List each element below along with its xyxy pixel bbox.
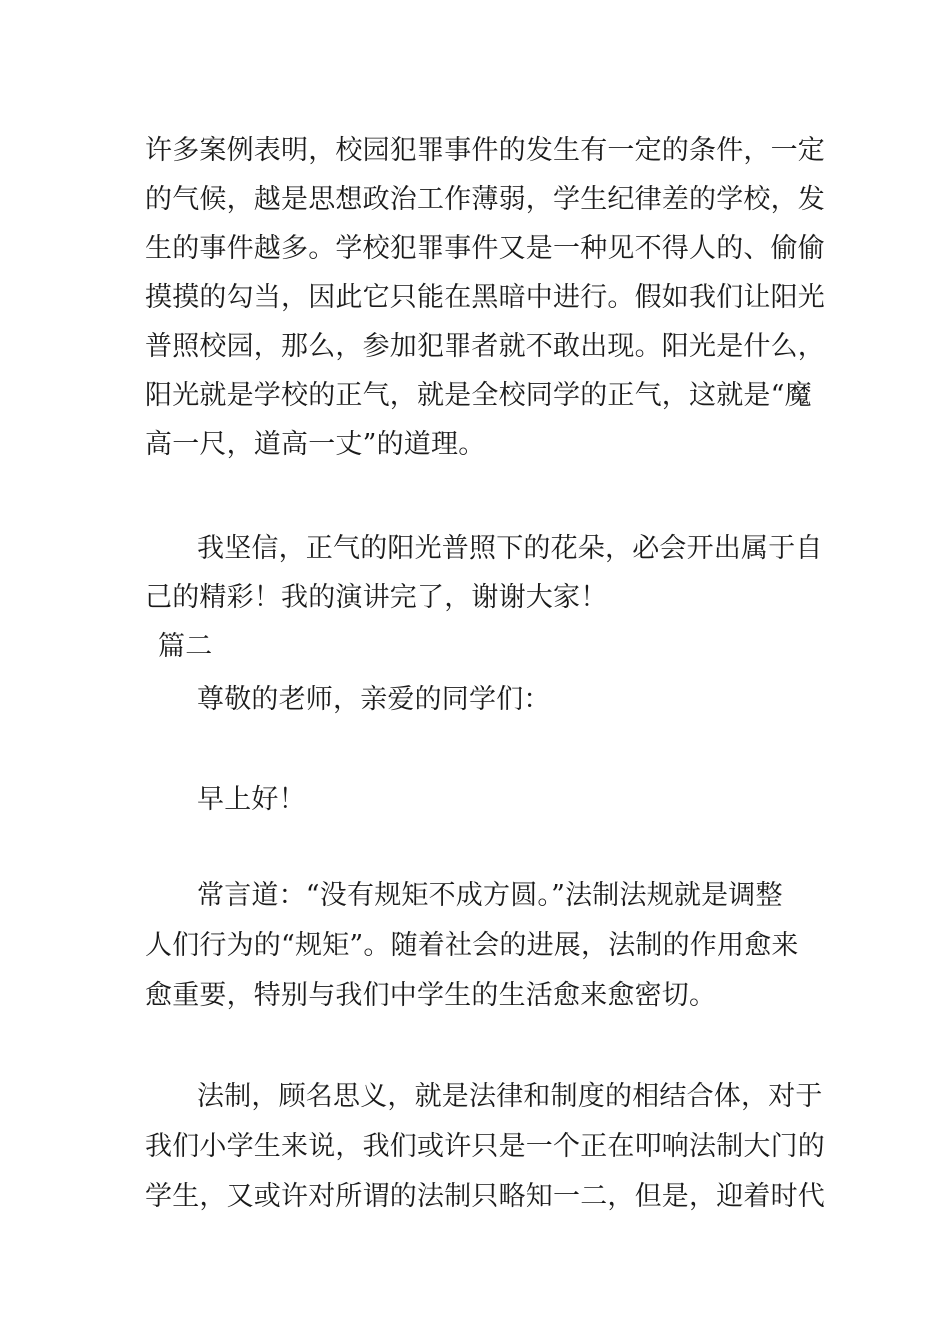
paragraph-2-line-1: 我坚信，正气的阳光普照下的花朵，必会开出属于自 [197,533,823,564]
paragraph-3-line-1: 常言道：“没有规矩不成方圆。”法制法规就是调整 [197,880,783,911]
paragraph-3-line-3: 愈重要，特别与我们中学生的生活愈来愈密切。 [145,980,717,1011]
paragraph-1-line-7: 高一尺，道高一丈”的道理。 [145,429,486,460]
paragraph-2-line-2: 己的精彩！我的演讲完了，谢谢大家！ [145,582,608,613]
paragraph-4-line-3: 学生，又或许对所谓的法制只略知一二，但是，迎着时代 [145,1181,825,1212]
paragraph-1-line-1: 许多案例表明，校园犯罪事件的发生有一定的条件，一定 [145,135,825,166]
morning-greeting: 早上好！ [197,784,306,815]
greeting: 尊敬的老师，亲爱的同学们： [197,684,551,715]
section-heading: 篇二 [158,631,213,662]
paragraph-1-line-5: 普照校园，那么，参加犯罪者就不敢出现。阳光是什么， [145,331,825,362]
paragraph-4-line-2: 我们小学生来说，我们或许只是一个正在叩响法制大门的 [145,1131,825,1162]
paragraph-1-line-3: 生的事件越多。学校犯罪事件又是一种见不得人的、偷偷 [145,233,825,264]
paragraph-3-line-2: 人们行为的“规矩”。随着社会的进展，法制的作用愈来 [145,930,799,961]
paragraph-1-line-2: 的气候，越是思想政治工作薄弱，学生纪律差的学校，发 [145,184,825,215]
paragraph-1-line-6: 阳光就是学校的正气，就是全校同学的正气，这就是“魔 [145,380,812,411]
paragraph-4-line-1: 法制，顾名思义，就是法律和制度的相结合体，对于 [197,1081,823,1112]
paragraph-1-line-4: 摸摸的勾当，因此它只能在黑暗中进行。假如我们让阳光 [145,282,825,313]
